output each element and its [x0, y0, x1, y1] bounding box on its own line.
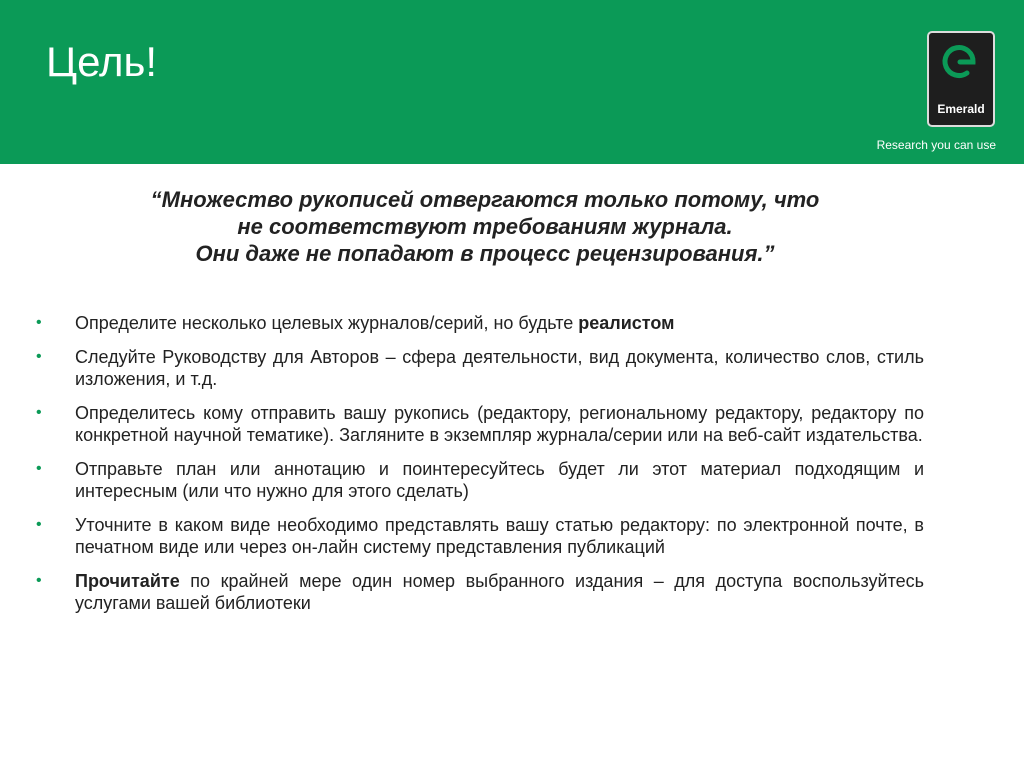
slide-title: Цель!: [46, 38, 158, 85]
quote-line: Они даже не попадают в процесс рецензирования.”: [195, 241, 775, 266]
bullet-text: Уточните в каком виде необходимо представлять вашу статью редактору: по электронной почте, в печатном виде или через он-лайн систему представления публикаций: [75, 515, 924, 557]
bullet-bold-text: Прочитайте: [75, 571, 180, 591]
emerald-logo: [927, 31, 995, 127]
bullet-dot-icon: •: [36, 314, 42, 331]
header-bar: [0, 0, 1024, 164]
bullet-text: Следуйте Руководству для Авторов – сфера деятельности, вид документа, количество слов, стиль изложения, и т.д.: [75, 347, 924, 389]
bullet-dot-icon: •: [36, 572, 42, 589]
bullet-bold-text: реалистом: [578, 313, 675, 333]
bullet-item: [36, 514, 924, 558]
quote-line: “Множество рукописей отвергаются только потому, что: [150, 187, 820, 212]
bullet-text: Определите несколько целевых журналов/серий, но будьте: [75, 313, 579, 333]
bullet-item: [36, 458, 924, 502]
bullet-text: Отправьте план или аннотацию и поинтересуйтесь будет ли этот материал подходящим и интересным (или что нужно для этого сделать): [75, 459, 924, 501]
bullet-item: [36, 570, 924, 614]
bullet-dot-icon: •: [36, 348, 42, 365]
quote-line: не соответствуют требованиям журнала.: [237, 214, 733, 239]
emerald-swirl-icon: [929, 33, 993, 99]
bullet-text: по крайней мере один номер выбранного издания – для доступа воспользуйтесь услугами вашей библиотеки: [75, 571, 924, 613]
tagline: Research you can use: [876, 138, 996, 152]
bullet-list: [36, 312, 924, 626]
bullet-dot-icon: •: [36, 404, 42, 421]
bullet-text: Определитесь кому отправить вашу рукопись (редактору, региональному редактору, редактору по конкретной научной тематике). Загляните в экземпляр журнала/серии или на веб-сайт издательства.: [75, 403, 924, 445]
logo-text: Emerald: [937, 102, 985, 116]
bullet-dot-icon: •: [36, 460, 42, 477]
bullet-item: [36, 402, 924, 446]
bullet-item: [36, 312, 924, 334]
bullet-dot-icon: •: [36, 516, 42, 533]
bullet-item: [36, 346, 924, 390]
quote-block: [40, 186, 930, 267]
